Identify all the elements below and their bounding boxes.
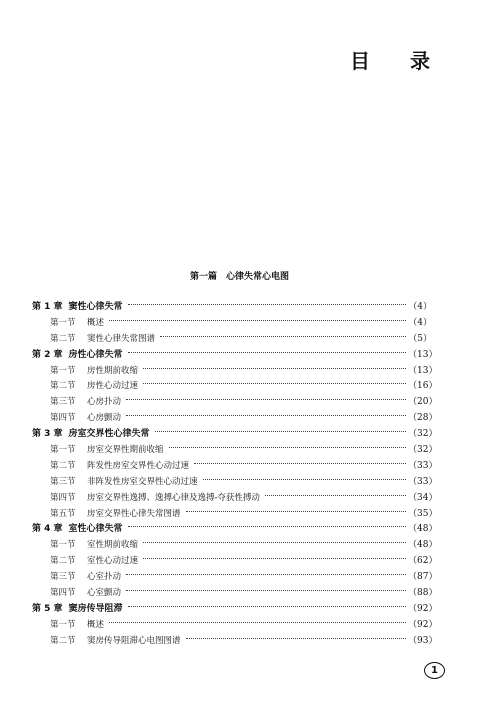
- section-number: 第五节: [50, 508, 76, 519]
- dot-leader: [109, 308, 406, 321]
- section-number: 第四节: [50, 413, 76, 424]
- section-title: 心室颤动: [87, 588, 122, 599]
- page-ref: （13）: [408, 365, 438, 376]
- section-number: 第四节: [50, 492, 76, 503]
- section-number: 第二节: [50, 460, 76, 471]
- toc-heading-char-1: 目: [350, 49, 370, 73]
- toc-heading-char-2: 录: [410, 49, 430, 73]
- section-title: 概述: [87, 317, 105, 328]
- section-number: 第二节: [50, 635, 76, 646]
- page-ref: （48）: [408, 540, 438, 551]
- dot-leader: [128, 292, 406, 305]
- section-title: 非阵发性房室交界性心动过速: [87, 476, 198, 487]
- page-ref: （88）: [408, 588, 438, 599]
- dot-leader: [155, 419, 406, 432]
- section-title: 房性期前收缩: [87, 365, 139, 376]
- chapter-number: 第 4 章: [32, 524, 63, 535]
- dot-leader: [186, 626, 406, 639]
- section-number: 第一节: [50, 445, 76, 456]
- dot-leader: [169, 435, 406, 448]
- section-title: 室性期前收缩: [87, 540, 139, 551]
- page-ref: （34）: [408, 492, 438, 503]
- page-number: 1: [424, 662, 445, 679]
- dot-leader: [126, 387, 406, 400]
- section-title: 房性心动过速: [87, 381, 139, 392]
- page-ref: （62）: [408, 556, 438, 567]
- dot-leader: [109, 610, 406, 623]
- section-number: 第三节: [50, 572, 76, 583]
- page-ref: （93）: [408, 635, 438, 646]
- table-of-contents: [32, 296, 438, 646]
- part-title: 第一篇 心律失常心电图: [189, 272, 289, 282]
- dot-leader: [128, 514, 406, 527]
- page-ref: （13）: [408, 349, 438, 360]
- section-number: 第一节: [50, 317, 76, 328]
- page-ref: （5）: [408, 333, 432, 344]
- section-number: 第三节: [50, 397, 76, 408]
- page-ref: （16）: [408, 381, 438, 392]
- section-title: 房室交界性心律失常图谱: [87, 508, 181, 519]
- page-ref: （4）: [408, 302, 432, 312]
- section-number: 第一节: [50, 365, 76, 376]
- chapter-number: 第 5 章: [32, 603, 63, 614]
- dot-leader: [186, 499, 406, 512]
- chapter-number: 第 2 章: [32, 349, 63, 360]
- section-title: 室性心动过速: [87, 556, 139, 567]
- dot-leader: [265, 483, 406, 496]
- page-ref: （92）: [408, 619, 438, 630]
- chapter-title: 窦房传导阻滞: [68, 603, 123, 614]
- page-ref: （28）: [408, 413, 438, 424]
- page-ref: （33）: [408, 476, 438, 487]
- dot-leader: [126, 403, 406, 416]
- section-title: 窦性心律失常图谱: [87, 333, 156, 344]
- section-title: 概述: [87, 619, 105, 630]
- dot-leader: [143, 530, 406, 543]
- dot-leader: [160, 324, 406, 337]
- dot-leader: [126, 562, 406, 575]
- page-ref: （87）: [408, 572, 438, 583]
- dot-leader: [143, 546, 406, 559]
- page-ref: （32）: [408, 429, 438, 440]
- chapter-number: 第 3 章: [32, 429, 63, 440]
- section-number: 第一节: [50, 619, 76, 630]
- dot-leader: [143, 356, 406, 369]
- section-number: 第一节: [50, 540, 76, 551]
- page-ref: （48）: [408, 524, 438, 535]
- page-ref: （20）: [408, 397, 438, 408]
- section-number: 第二节: [50, 381, 76, 392]
- chapter-title: 房性心律失常: [68, 349, 123, 360]
- page-ref: （4）: [408, 317, 432, 328]
- dot-leader: [128, 340, 406, 353]
- chapter-title: 房室交界性心律失常: [68, 429, 150, 440]
- chapter-title: 室性心律失常: [68, 524, 123, 535]
- dot-leader: [143, 371, 406, 384]
- dot-leader: [128, 594, 406, 607]
- section-title: 房室交界性期前收缩: [87, 445, 164, 456]
- section-title: 心房扑动: [87, 397, 122, 408]
- section-number: 第四节: [50, 588, 76, 599]
- dot-leader: [126, 578, 406, 591]
- dot-leader: [194, 451, 406, 464]
- chapter-title: 窦性心律失常: [68, 302, 123, 312]
- page-ref: （33）: [408, 460, 438, 471]
- section-number: 第二节: [50, 556, 76, 567]
- section-number: 第二节: [50, 333, 76, 344]
- section-title: 心房颤动: [87, 413, 122, 424]
- dot-leader: [203, 467, 406, 480]
- page-ref: （32）: [408, 445, 438, 456]
- page-ref: （35）: [408, 508, 438, 519]
- page-ref: （92）: [408, 603, 438, 614]
- toc-heading: [0, 45, 479, 75]
- section-title: 窦房传导阻滞心电图图谱: [87, 635, 181, 646]
- chapter-number: 第 1 章: [32, 302, 63, 312]
- section-title: 阵发性房室交界性心动过速: [87, 460, 190, 471]
- section-number: 第三节: [50, 476, 76, 487]
- section-title: 心室扑动: [87, 572, 122, 583]
- section-title: 房室交界性逸搏、逸搏心律及逸搏-夺获性搏动: [87, 492, 260, 503]
